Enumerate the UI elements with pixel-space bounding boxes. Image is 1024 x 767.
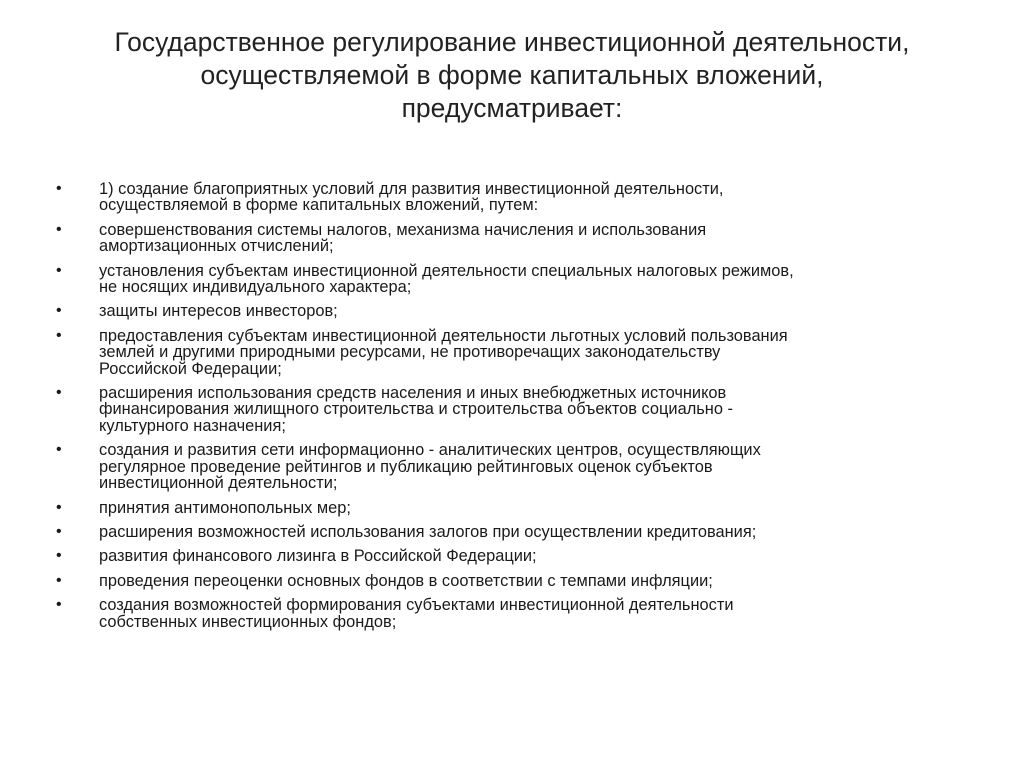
slide-title — [60, 26, 964, 125]
slide-title-line: предусматривает: — [401, 93, 623, 123]
bullet-text: 1) создание благоприятных условий для развития инвестиционной деятельности, осуществляемой в форме капитальных вложений, путем: — [99, 180, 724, 215]
bullet-text: проведения переоценки основных фондов в соответствии с темпами инфляции; — [99, 571, 713, 590]
bullet-item — [56, 548, 956, 564]
bullet-item — [56, 328, 956, 377]
bullet-item — [56, 500, 956, 516]
bullet-icon: • — [56, 220, 62, 238]
slide-title-line: осуществляемой в форме капитальных вложений, — [200, 60, 824, 90]
bullet-text: принятия антимонопольных мер; — [99, 498, 351, 517]
bullet-icon: • — [56, 441, 62, 459]
bullet-item — [56, 524, 956, 540]
bullet-item — [56, 222, 956, 255]
bullet-icon: • — [56, 571, 62, 589]
bullet-text: установления субъектам инвестиционной деятельности специальных налоговых режимов, не носящих индивидуального характера; — [99, 261, 794, 297]
bullet-text: создания возможностей формирования субъектами инвестиционной деятельности собственных инвестиционных фондов; — [99, 596, 734, 631]
bullet-item — [56, 303, 956, 319]
bullet-item — [56, 263, 956, 296]
bullet-icon: • — [56, 302, 62, 320]
bullet-text: развития финансового лизинга в Российской Федерации; — [99, 547, 537, 566]
bullet-icon: • — [56, 261, 62, 279]
bullet-icon: • — [56, 596, 62, 614]
bullet-text: совершенствования системы налогов, механизма начисления и использования амортизационных отчислений; — [99, 220, 707, 256]
bullet-item — [56, 385, 956, 434]
bullet-text: расширения использования средств населения и иных внебюджетных источников финансирования жилищного строительства и строительства объектов социально - культурного назначения; — [99, 384, 733, 435]
slide-title-line: Государственное регулирование инвестиционной деятельности, — [114, 27, 910, 57]
bullet-icon: • — [56, 547, 62, 565]
bullet-icon: • — [56, 522, 62, 540]
bullet-item — [56, 573, 956, 589]
bullet-item — [56, 181, 956, 214]
bullet-list — [56, 181, 956, 638]
bullet-icon: • — [56, 384, 62, 402]
bullet-item — [56, 597, 956, 630]
bullet-icon: • — [56, 498, 62, 516]
bullet-text: расширения возможностей использования залогов при осуществлении кредитования; — [99, 522, 757, 541]
bullet-text: создания и развития сети информационно - аналитических центров, осуществляющих регулярное проведение рейтингов и публикацию рейтинговых оценок субъектов инвестиционной деятельности; — [99, 441, 761, 493]
bullet-icon: • — [56, 180, 62, 197]
bullet-item — [56, 442, 956, 491]
bullet-icon: • — [56, 326, 62, 344]
bullet-text: предоставления субъектам инвестиционной деятельности льготных условий пользования землей и другими природными ресурсами, не противоречащих законодательству Российской Федерации; — [99, 326, 788, 378]
bullet-text: защиты интересов инвесторов; — [99, 302, 338, 321]
